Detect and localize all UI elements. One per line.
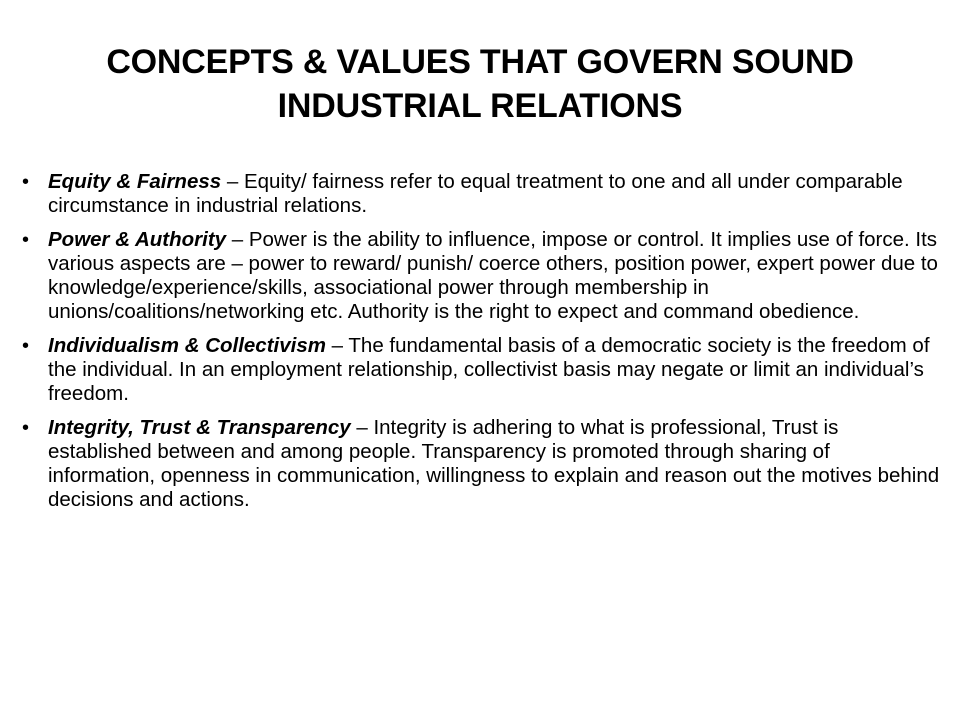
bullet-item-integrity bbox=[22, 416, 942, 512]
bullet-item-equity bbox=[22, 170, 942, 218]
bullet-term: Individualism & Collectivism bbox=[48, 334, 326, 357]
bullet-text: – Integrity is adhering to what is professional, Trust is established between and among people. Transparency is promoted through sharing of information, openness in communication, willingness to explain and reason out the motives behind decisions and actions. bbox=[48, 416, 940, 511]
bullet-marker: • bbox=[22, 417, 30, 439]
bullet-item-power bbox=[22, 228, 942, 324]
bullet-marker: • bbox=[22, 229, 30, 251]
bullet-term: Integrity, Trust & Transparency bbox=[48, 416, 351, 439]
bullet-text: – The fundamental basis of a democratic society is the freedom of the individual. In an employment relationship, collectivist basis may negate or limit an individual’s freedom. bbox=[48, 334, 930, 405]
bullet-item-individualism bbox=[22, 334, 942, 406]
bullet-text: – Power is the ability to influence, impose or control. It implies use of force. Its various aspects are – power to reward/ punish/ coerce others, position power, expert power due to knowledge/experience/skills, associational power through membership in unions/coalitions/networking etc. Authority is the right to expect and command obedience. bbox=[48, 228, 938, 323]
bullet-list bbox=[22, 170, 942, 522]
bullet-term: Equity & Fairness bbox=[48, 170, 222, 193]
bullet-marker: • bbox=[22, 171, 30, 193]
bullet-term: Power & Authority bbox=[48, 228, 227, 251]
slide-title: CONCEPTS & VALUES THAT GOVERN SOUND INDUSTRIAL RELATIONS bbox=[106, 43, 854, 125]
bullet-text: – Equity/ fairness refer to equal treatment to one and all under comparable circumstance in industrial relations. bbox=[48, 170, 903, 217]
bullet-marker: • bbox=[22, 335, 30, 357]
